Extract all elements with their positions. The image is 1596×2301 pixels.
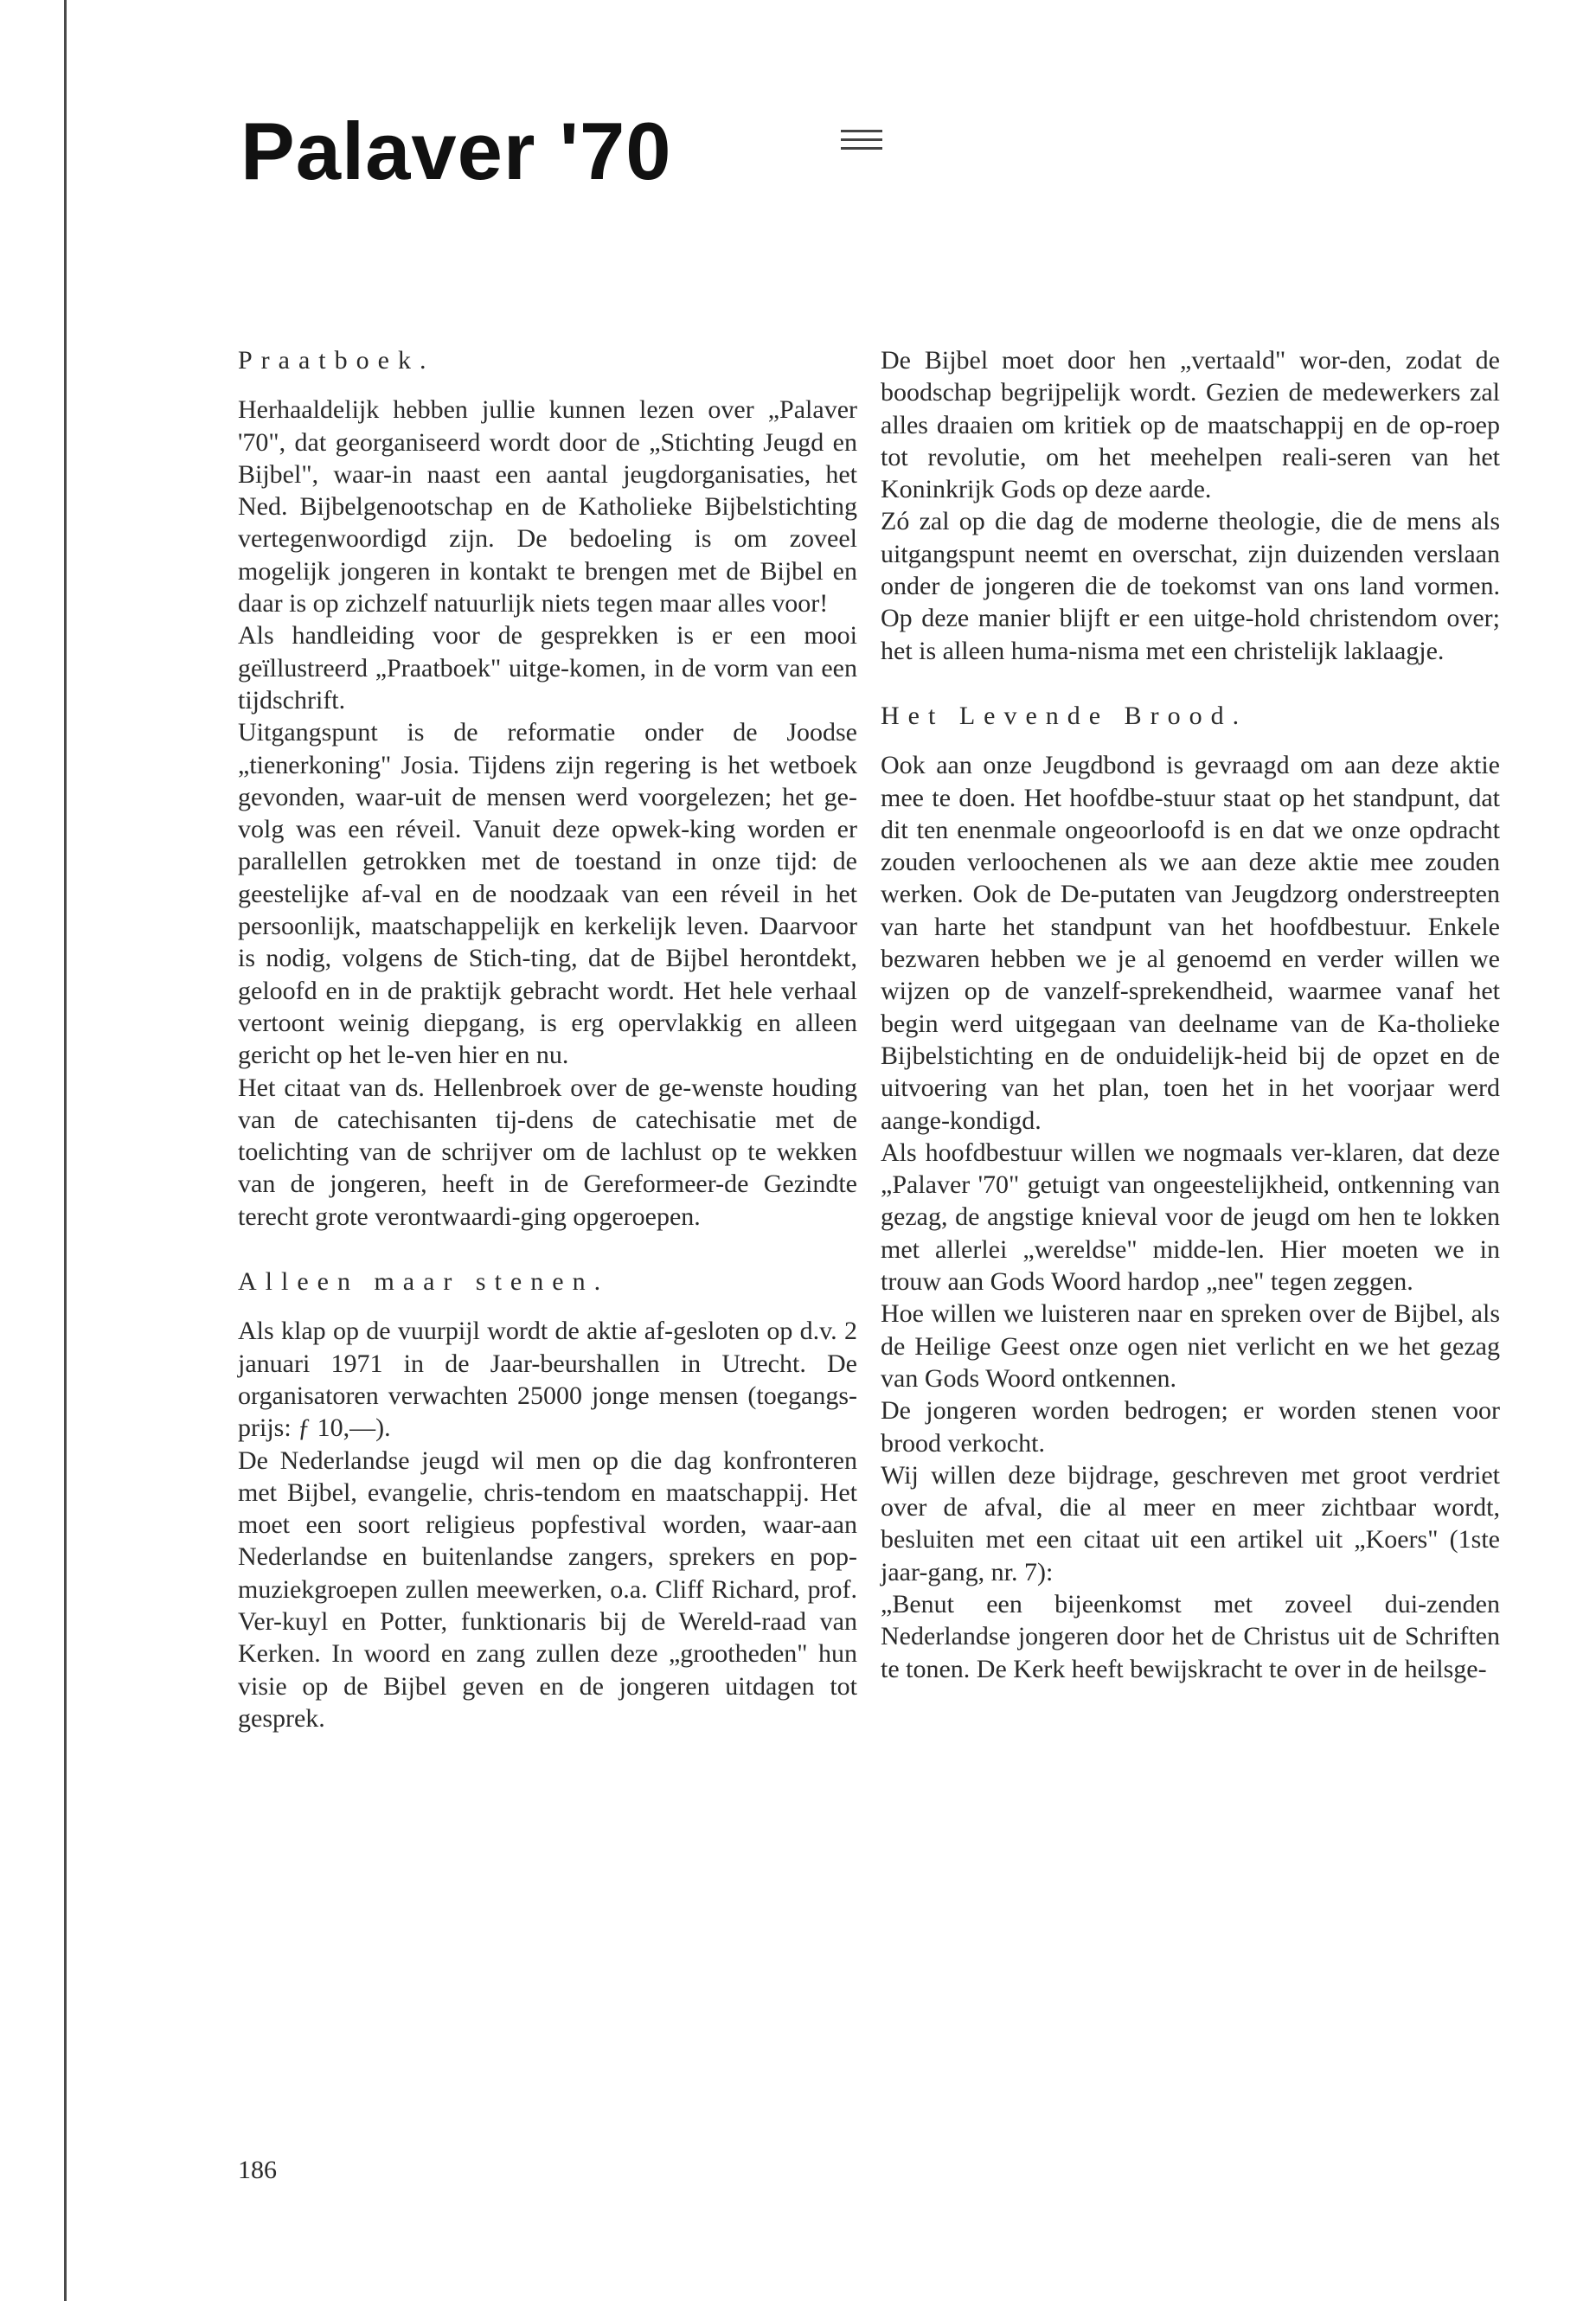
paragraph: Ook aan onze Jeugdbond is gevraagd om aan deze aktie mee te doen. Het hoofdbe-stuur staat op het standpunt, dat dit ten enenmale ongeoorloofd is en dat we onze opdracht zouden verloochenen als we aan deze aktie mee zouden werken. Ook de De-putaten van Jeugdzorg onderstreepten van harte het standpunt van het hoofdbestuur. Enkele bezwaren hebben we je al genoemd en verder willen we wijzen op de vanzelf-sprekendheid, waarmee vanaf het begin werd uitgegaan van deelname van de Ka-tholieke Bijbelstichting en de onduidelijk-heid bij de opzet en de uitvoering van het plan, toen het in het voorjaar werd aange-kondigd. <box>881 751 1500 1135</box>
paragraph: Als hoofdbestuur willen we nogmaals ver-klaren, dat deze „Palaver '70" getuigt van ongeestelijkheid, ontkenning van gezag, de angstige knieval voor de jeugd om hen te lokken met allerlei „wereldse" midde-len. Hier moeten we in trouw aan Gods Woord hardop „nee" tegen zeggen. <box>881 1138 1500 1297</box>
section-heading-het-levende-brood: Het Levende Brood. <box>881 701 1248 730</box>
paragraph: Hoe willen we luisteren naar en spreken over de Bijbel, als de Heilige Geest onze ogen niet verlicht en we het gezag van Gods Woord ontkennen. <box>881 1299 1500 1393</box>
menu-lines-icon <box>841 130 882 156</box>
page-number: 186 <box>238 2156 277 2184</box>
right-column <box>881 344 1500 1685</box>
paragraph: Wij willen deze bijdrage, geschreven met groot verdriet over de afval, die al meer en meer zichtbaar wordt, besluiten met een citaat uit een artikel uit „Koers" (1ste jaar-gang, nr. 7): <box>881 1460 1500 1586</box>
paragraph: De Nederlandse jeugd wil men op die dag konfronteren met Bijbel, evangelie, chris-tendom en maatschappij. Het moet een soort religieus popfestival worden, waar-aan Nederlandse en buitenlandse zangers, sprekers en pop-muziekgroepen zullen meewerken, o.a. Cliff Richard, prof. Ver-kuyl en Potter, funktionaris bij de Wereld-raad van Kerken. In woord en zang zullen deze „grootheden" hun visie op de Bijbel geven en de jongeren uitdagen tot gesprek. <box>238 1445 857 1733</box>
paragraph: De Bijbel moet door hen „vertaald" wor-den, zodat de boodschap begrijpelijk wordt. Gezien de medewerkers zal alles draaien om kritiek op de maatschappij en de op-roep tot revolutie, om het meehelpen reali-seren van het Koninkrijk Gods op deze aarde. <box>881 346 1500 504</box>
paragraph: Herhaaldelijk hebben jullie kunnen lezen over „Palaver '70", dat georganiseerd wordt door de „Stichting Jeugd en Bijbel", waar-in naast een aantal jeugdorganisaties, het Ned. Bijbelgenootschap en de Katholieke Bijbelstichting vertegenwoordigd zijn. De bedoeling is om zoveel mogelijk jongeren in kontakt te brengen met de Bijbel en daar is op zichzelf natuurlijk niets tegen maar alles voor! <box>238 395 857 619</box>
paragraph: Het citaat van ds. Hellenbroek over de ge-wenste houding van de catechisanten tij-dens de catechisatie met de toelichting van de schrijver om de lachlust op te wekken van de jongeren, heeft in de Gereformeer-de Gezindte terecht grote verontwaardi-ging opgeroepen. <box>238 1073 857 1231</box>
section-heading-alleen-maar-stenen: Alleen maar stenen. <box>238 1267 610 1297</box>
page-edge-line <box>64 0 67 2301</box>
paragraph: Als handleiding voor de gesprekken is er een mooi geïllustreerd „Praatboek" uitge-komen, in de vorm van een tijdschrift. <box>238 621 857 715</box>
paragraph: Als klap op de vuurpijl wordt de aktie af-gesloten op d.v. 2 januari 1971 in de Jaar-beurshallen in Utrecht. De organisatoren verwachten 25000 jonge mensen (toegangs-prijs: ƒ 10,—). <box>238 1317 857 1443</box>
paragraph: Uitgangspunt is de reformatie onder de Joodse „tienerkoning" Josia. Tijdens zijn regering is het wetboek gevonden, waar-uit de mensen werd voorgelezen; het ge-volg was een réveil. Vanuit deze opwek-king worden er parallellen getrokken met de toestand in onze tijd: de geestelijke af-val en de noodzaak van een réveil in het persoonlijk, maatschappelijk en kerkelijk leven. Daarvoor is nodig, volgens de Stich-ting, dat de Bijbel herontdekt, geloofd en in de praktijk gebracht wordt. Het hele verhaal vertoont weinig diepgang, is erg opervlakkig en alleen gericht op het le-ven hier en nu. <box>238 718 857 1070</box>
paragraph: De jongeren worden bedrogen; er worden stenen voor brood verkocht. <box>881 1396 1500 1458</box>
paragraph: „Benut een bijeenkomst met zoveel dui-zenden Nederlandse jongeren door het de Christus uit de Schriften te tonen. De Kerk heeft bewijskracht te over in de heilsge- <box>881 1589 1500 1683</box>
page-title: Palaver '70 <box>240 106 672 196</box>
paragraph: Zó zal op die dag de moderne theologie, die de mens als uitgangspunt neemt en overschat, zijn duizenden verslaan onder de jongeren die de toekomst van ons land vormen. Op deze manier blijft er een uitge-hold christendom over; het is alleen huma-nisma met een christelijk laklaagje. <box>881 507 1500 665</box>
left-column <box>238 344 857 1734</box>
section-heading-praatboek: Praatboek. <box>238 346 435 375</box>
